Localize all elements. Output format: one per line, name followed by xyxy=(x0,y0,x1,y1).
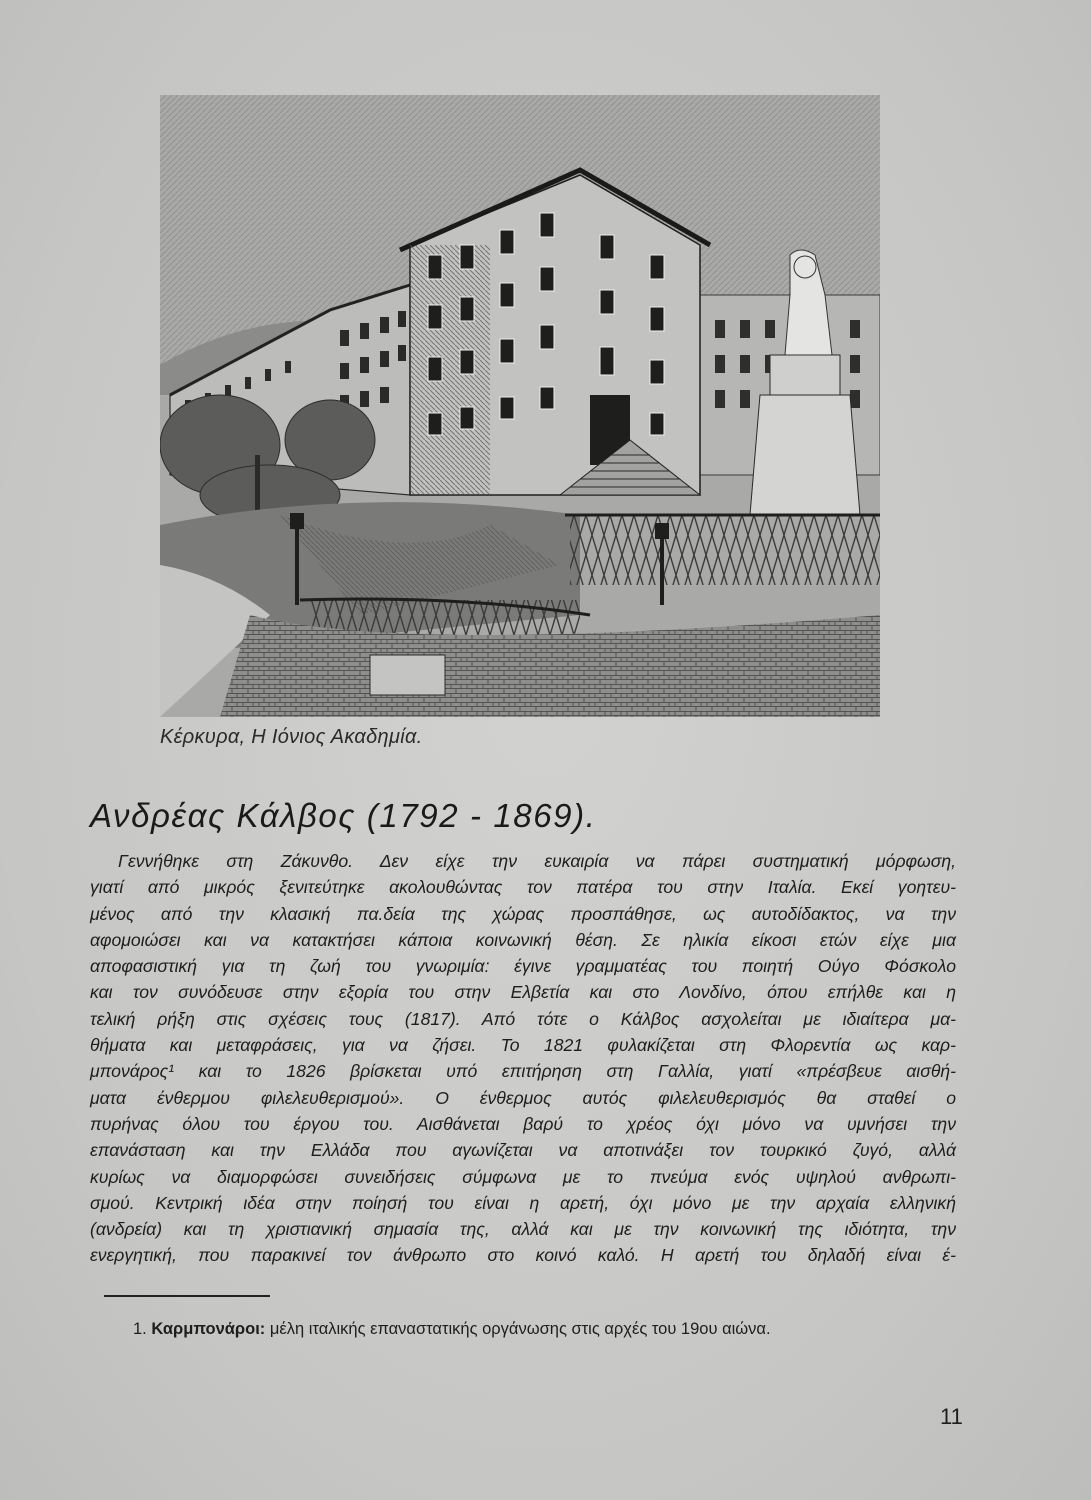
body-line: (ανδρεία) και τη χριστιανική σημασία της, αλλά και με την κοινωνική της ιδιότητα, την xyxy=(90,1219,956,1240)
body-line: Γεννήθηκε στη Ζάκυνθο. Δεν είχε την ευκαιρία να πάρει συστηματική μόρφωση, xyxy=(118,851,956,871)
body-line: θήματα και μεταφράσεις, για να ζήσει. Το 1821 φυλακίζεται στη Φλορεντία ως καρ- xyxy=(90,1035,956,1056)
footnote-term: Καρμπονάροι: xyxy=(151,1320,266,1338)
body-line: ενεργητική, που παρακινεί τον άνθρωπο στο κοινό καλό. Η αρετή του δηλαδή είναι έ- xyxy=(90,1245,956,1266)
body-line: επανάσταση και την Ελλάδα που αγωνίζεται να αποτινάξει τον τουρκικό ζυγό, αλλά xyxy=(90,1140,956,1161)
footnote-number: 1. xyxy=(133,1320,147,1338)
building-engraving-image xyxy=(160,95,880,717)
body-line: γιατί από μικρός ξενιτεύτηκε ακολουθώντας τον πατέρα του στην Ιταλία. Εκεί γοητευ- xyxy=(90,877,956,898)
body-line: πυρήνας όλου του έργου του. Αισθάνεται βαρύ το χρέος όχι μόνο να υμνήσει την xyxy=(90,1113,956,1134)
body-line: και τον συνόδευσε στην εξορία του στην Ελβετία και στο Λονδίνο, όπου επήλθε και η xyxy=(90,982,956,1003)
body-line: μένος από την κλασική πα.δεία της χώρας προσπάθησε, ως αυτοδίδακτος, να την xyxy=(90,903,956,924)
body-line: κυρίως να διαμορφώσει συνειδήσεις σύμφωνα με το πνεύμα ενός υψηλού ανθρωπι- xyxy=(90,1166,956,1187)
body-line: μπονάρος¹ και το 1826 βρίσκεται υπό επιτήρηση στη Γαλλία, γιατί «πρέσβευε αισθή- xyxy=(90,1061,956,1082)
ionian-academy-illustration xyxy=(160,95,880,717)
body-line: αφομοιώσει και να κατακτήσει κάποια κοινωνική θέση. Σε ηλικία είκοσι ετών είχε μια xyxy=(90,929,956,950)
body-line: σμού. Κεντρική ιδέα στην ποίησή του είναι η αρετή, όχι μόνο με την αρχαία ελληνική xyxy=(90,1192,956,1213)
page-number: 11 xyxy=(940,1404,963,1429)
body-line: ματα ένθερμου φιλελευθερισμού». Ο ένθερμος αυτός φιλελευθερισμός θα σταθεί ο xyxy=(90,1087,956,1108)
image-caption: Κέρκυρα, Η Ιόνιος Ακαδημία. xyxy=(160,726,423,748)
body-line: τελική ρήξη στις σχέσεις τους (1817). Από τότε ο Κάλβος ασχολείται με ιδιαίτερα μα- xyxy=(90,1008,956,1029)
section-heading: Ανδρέας Κάλβος (1792 - 1869). xyxy=(90,797,597,834)
footnote-text: μέλη ιταλικής επαναστατικής οργάνωσης στις αρχές του 19ου αιώνα. xyxy=(269,1320,771,1338)
footnote xyxy=(133,1320,771,1339)
footnote-divider xyxy=(104,1295,270,1297)
body-line: αποφασιστική για τη ζωή του γνωριμία: έγινε γραμματέας του ποιητή Ούγο Φόσκολο xyxy=(90,956,956,977)
body-paragraph xyxy=(90,848,956,1269)
